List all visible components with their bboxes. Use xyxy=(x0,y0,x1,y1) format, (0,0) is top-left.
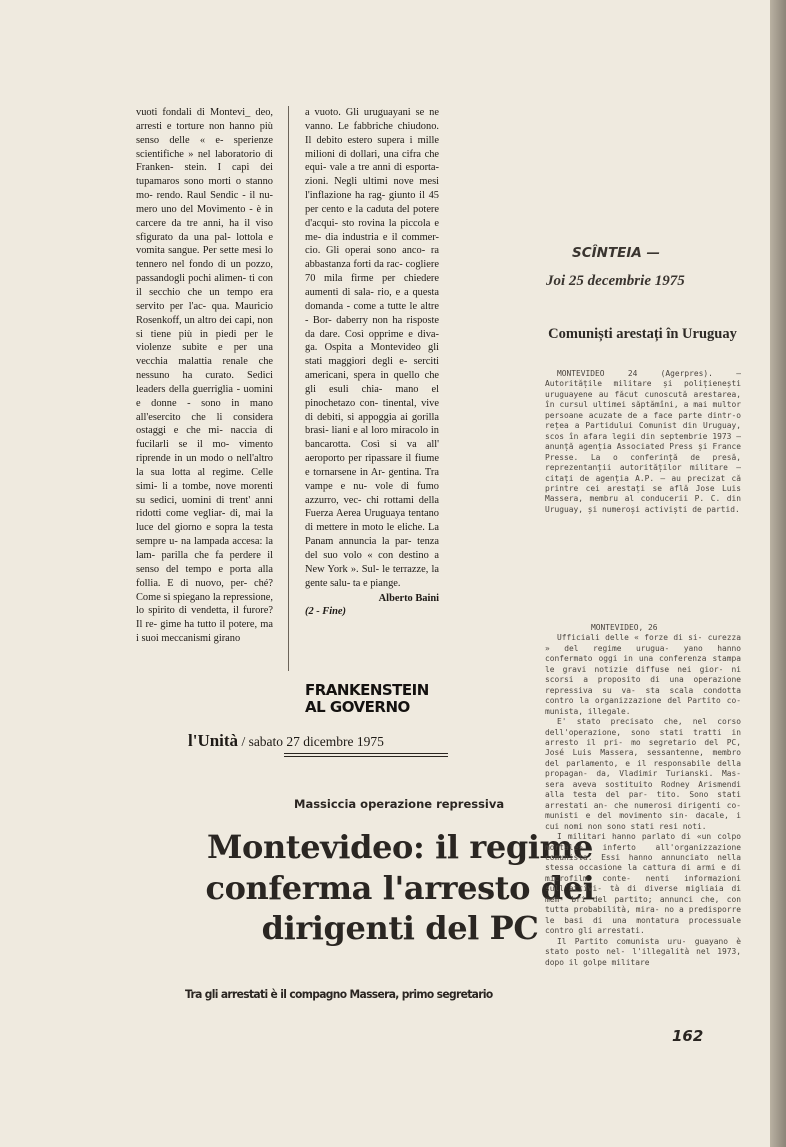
romanian-headline: Comuniști arestați în Uruguay xyxy=(548,326,737,342)
masthead-paper: l'Unità xyxy=(188,731,239,750)
article-paragraph: Il Partito comunista uru- guayano è stato posto nel- l'illegalità nel 1973, dopo il golpe militare xyxy=(545,936,741,967)
column-divider xyxy=(288,106,289,671)
scinteia-masthead: SCÎNTEIA — xyxy=(572,245,661,261)
article-paragraph: Ufficiali delle « forze di si- curezza » del regime urugua- yano hanno confermato oggi in una conferenza stampa le gravi notizie diffuse nei gior- ni scorsi a proposito di una operazione repressiva su va- sta scala condotta contro la organizzazione del Partito co- munista, illegale. xyxy=(545,633,741,716)
article-paragraph: E' stato precisato che, nel corso dell'operazione, sono stati tratti in arresto il pri- mo segretario del PC, José Luis Massera, sessantenne, membro del parlamento, e il responsabile della propagan- da, Vladimir Turianski. Mas- sera aveva sostituito Rodney Arismendi alla testa del par- tito. Sono stati arrestati an- che numerosi dirigenti co- munisti e del movimento sin- dacale, i cui nomi non sono stati resi noti. xyxy=(545,717,741,831)
column-text: a vuoto. Gli uruguayani se ne vanno. Le fabbriche chiudono. Il debito estero supera i mille milioni di dollari, una cifra che equi- vale a tre anni di esporta- zioni. Negli ultimi nove mesi l'inflazione ha rag- giunto il 45 per cento e la caduta del potere d'acqui- sto rovina la piccola e me- dia industria e il commer- cio. Gli operai sono anco- ra abbastanza forti da rac- cogliere 70 mila firme per chiedere aumenti di sala- rio, e a questa domanda - come a tutte le altre - Bor- daberry non ha risposte da dare. Così opprime e diva- ga. Ospita a Montevideo gli stati maggiori degli e- serciti americani, spera in quello che gli esuli chia- mano el pinochetazo con- tinental, vive di debiti, si appoggia ai gorilla brasi- liani e al loro miracolo in bancarotta. Così si va all' aeroporto per ripassare il fiume e tornarsene in Ar- gentina. Tra vampe e nu- vole di fumo azzurro, vec- chi rottami della Fuerza Aerea Uruguaya tentano di mettere in moto le eliche. La Panam annuncia la par- tenza del suo volo « con destino a New York ». Sul- le terrazze, la gente salu- ta e piange. xyxy=(305,107,439,589)
left-article-column-2 xyxy=(305,106,439,619)
frankenstein-headline: FRANKENSTEIN AL GOVERNO xyxy=(305,681,429,716)
masthead-rule xyxy=(284,753,448,757)
romanian-article xyxy=(545,369,741,515)
end-note: (2 - Fine) xyxy=(305,606,346,618)
page-edge-shadow xyxy=(770,0,786,1147)
article-paragraph: I militari hanno parlato di «un colpo mortale» inferto all'organizzazione comunista. Essi hanno annunciato nella stessa occasione la cattura di armi e di microfilm conte- nenti informazioni sull'attivi- tà di diverse migliaia di mem- bri del partito; annunci che, con tutta probabilità, mira- no a predisporre le basi di una montatura processuale contro gli arrestati. xyxy=(545,832,741,936)
page-number: 162 xyxy=(672,1027,704,1045)
main-headline: Montevideo: il regime conferma l'arresto dei dirigenti del PC xyxy=(205,828,595,947)
author-signature: Alberto Baini xyxy=(378,592,439,604)
left-article-column-1 xyxy=(136,106,273,646)
scinteia-date: Joi 25 decembrie 1975 xyxy=(546,273,685,289)
masthead-date: / sabato 27 dicembre 1975 xyxy=(241,734,384,749)
main-subheadline: Tra gli arrestati è il compagno Massera, primo segretario xyxy=(185,987,493,1001)
article-kicker: Massiccia operazione repressiva xyxy=(294,797,505,811)
italian-article xyxy=(545,623,741,968)
column-text: vuoti fondali di Montevi_ deo, arresti e torture non hanno più senso delle « e- sperienze scientifiche » nel laboratorio di Franken- stein. I capi dei tupamaros sono morti o stanno mo- rendo. Raul Sendic - il nu- mero uno del Movimento - è in carcere da tre anni, ha il viso sfigurato da una pal- lottola e vomita sangue. Per sette mesi lo tennero nel fondo di un pozzo, passandogli pochi alimen- ti con il secchio che un tempo era servito per l'ac- qua. Mauricio Rosenkoff, un altro dei capi, non si tiene più in piedi per le violenze subite e per una vecchia malattia renale che nessuno ha curato. Sedici leaders della guerriglia - uomini e donne - sono in mano all'esercito che li considera ostaggi e che mi- naccia di fucilarli se il mo- vimento riprende in un modo o nell'altro la sua lotta al regime. Celle simi- li a tombe, nove morenti su sedici, uomini di trent' anni ridotti come vegliar- di, mai la luce del giorno e sopra la testa sempre u- na lampada accesa: la lam- parilla che fa perdere il senso del tempo e porta alla follia. E di nuovo, per- ché? Come si spiegano la repressione, lo spirito di vendetta, il furore? Il re- gime ha tutto il potere, ma i suoi meccanismi girano xyxy=(136,107,273,645)
romanian-article-text: MONTEVIDEO 24 (Agerpres). — Autoritățile militare și polițienești uruguayene au făcut cunoscută arestarea, în cursul ultimei săptămîni, a mai multor persoane acuzate de a face parte dintr-o rețea a Partidului Comunist din Uruguay, scos în afara legii din septembrie 1973 — anunță agenția Associated Press și France Presse. La o conferință de presă, reprezentanții autorităților militare — citați de agenția A.P. — au precizat că printre cei arestați se află Jose Luis Massera, membru al conducerii P. C. din Uruguay, și numeroși activiști de partid. xyxy=(545,369,741,514)
masthead xyxy=(188,731,384,751)
article-dateline: MONTEVIDEO, 26 xyxy=(591,623,658,632)
